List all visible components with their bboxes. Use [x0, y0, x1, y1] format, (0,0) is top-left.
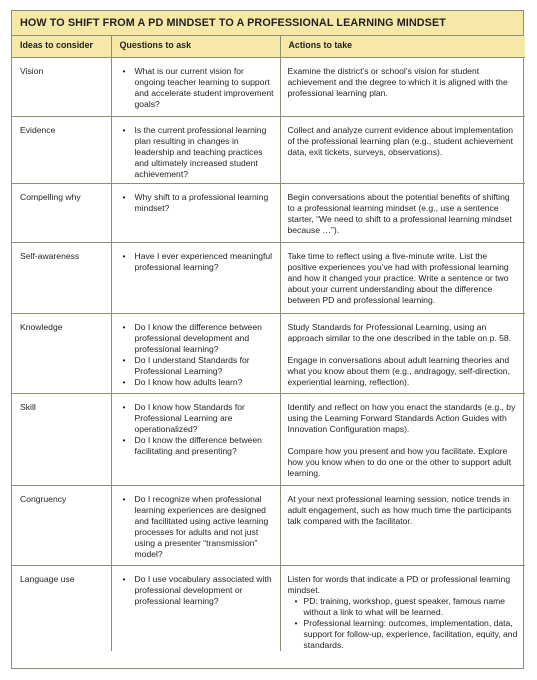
action-text: Compare how you present and how you facilitate. Explore how you know when to do one or the other to support adult learning.: [287, 445, 512, 478]
header-actions: Actions to take: [280, 36, 525, 57]
actions-cell: [280, 242, 525, 313]
table-row: [12, 313, 525, 393]
questions-cell: [111, 183, 280, 242]
actions-cell: [280, 565, 525, 651]
table-row: [12, 57, 525, 116]
idea-cell: Skill: [12, 393, 111, 485]
action-text: Study Standards for Professional Learning, using an approach similar to the one described in the table on p. 58.: [287, 321, 512, 343]
header-ideas: Ideas to consider: [12, 36, 111, 57]
idea-cell: Self-awareness: [12, 242, 111, 313]
table-row: [12, 116, 525, 183]
action-text: Identify and reflect on how you enact the standards (e.g., by using the Learning Forward Standards Action Guides with Innovation Configuration maps).: [287, 401, 516, 434]
question-item: • Why shift to a professional learning mindset?: [118, 192, 274, 214]
questions-cell: [111, 116, 280, 183]
table-row: [12, 393, 525, 485]
actions-cell: [280, 485, 525, 565]
questions-cell: [111, 57, 280, 116]
question-item: • Do I know the difference between professional development and professional learning?: [118, 322, 274, 355]
action-text: Listen for words that indicate a PD or professional learning mindset.: [287, 573, 511, 595]
table-title: HOW TO SHIFT FROM A PD MINDSET TO A PROFESSIONAL LEARNING MINDSET: [12, 11, 523, 36]
header-row: [12, 36, 525, 57]
questions-cell: [111, 393, 280, 485]
idea-cell: Knowledge: [12, 313, 111, 393]
table-row: [12, 485, 525, 565]
action-text: Examine the district’s or school’s vision for student achievement and the degree to which it is aligned with the professional learning plan.: [287, 65, 508, 98]
question-item: • Do I know the difference between facilitating and presenting?: [118, 435, 274, 457]
questions-cell: [111, 485, 280, 565]
question-item: • Is the current professional learning plan resulting in changes in leadership and teaching practices and ultimately increased student achievement?: [118, 125, 274, 180]
idea-cell: Language use: [12, 565, 111, 651]
action-bullet: • PD: training, workshop, guest speaker, famous name without a link to what will be learned.: [288, 596, 519, 618]
actions-cell: [280, 183, 525, 242]
questions-cell: [111, 313, 280, 393]
table-row: [12, 565, 525, 651]
table-row: [12, 183, 525, 242]
question-item: • Do I know how Standards for Professional Learning are operationalized?: [118, 402, 274, 435]
question-item: • Have I ever experienced meaningful professional learning?: [118, 251, 274, 273]
table-frame: [11, 10, 524, 669]
question-item: • Do I recognize when professional learning experiences are designed and facilitated using active learning processes for adults and not just using a presenter “transmission” model?: [118, 494, 274, 560]
actions-cell: [280, 393, 525, 485]
question-item: • Do I use vocabulary associated with professional development or professional learning?: [118, 574, 274, 607]
idea-cell: Congruency: [12, 485, 111, 565]
question-item: • Do I understand Standards for Professional Learning?: [118, 355, 274, 377]
action-text: Collect and analyze current evidence about implementation of the professional learning plan (e.g., student achievement data, exit tickets, surveys, observations).: [287, 124, 513, 157]
action-text: Take time to reflect using a five-minute write. List the positive experiences you’ve had with professional learning and how it changed your practice. Write a sentence or two about your current understanding about the difference between PD and professional learning.: [287, 250, 509, 305]
actions-cell: [280, 57, 525, 116]
question-item: • What is our current vision for ongoing teacher learning to support and accelerate student improvement goals?: [118, 66, 274, 110]
action-text: Begin conversations about the potential benefits of shifting to a professional learning mindset (e.g., use a sentence starter, “We need to shift to a professional learning mindset because …”).: [287, 191, 512, 235]
action-text: At your next professional learning session, notice trends in adult engagement, such as how much time the participants talk compared with the facilitator.: [287, 493, 512, 526]
action-text: Engage in conversations about adult learning theories and what you know about them (e.g., andragogy, self-direction, experiential learning, reflection).: [287, 354, 510, 387]
question-item: • Do I know how adults learn?: [118, 377, 274, 388]
table-row: [12, 242, 525, 313]
actions-cell: [280, 313, 525, 393]
questions-cell: [111, 565, 280, 651]
header-questions: Questions to ask: [111, 36, 280, 57]
idea-cell: Evidence: [12, 116, 111, 183]
questions-cell: [111, 242, 280, 313]
idea-cell: Compelling why: [12, 183, 111, 242]
idea-cell: Vision: [12, 57, 111, 116]
action-bullet: • Professional learning: outcomes, implementation, data, support for follow-up, experience, facilitation, equity, and standards.: [288, 618, 519, 651]
actions-cell: [280, 116, 525, 183]
mindset-table: [12, 36, 525, 651]
